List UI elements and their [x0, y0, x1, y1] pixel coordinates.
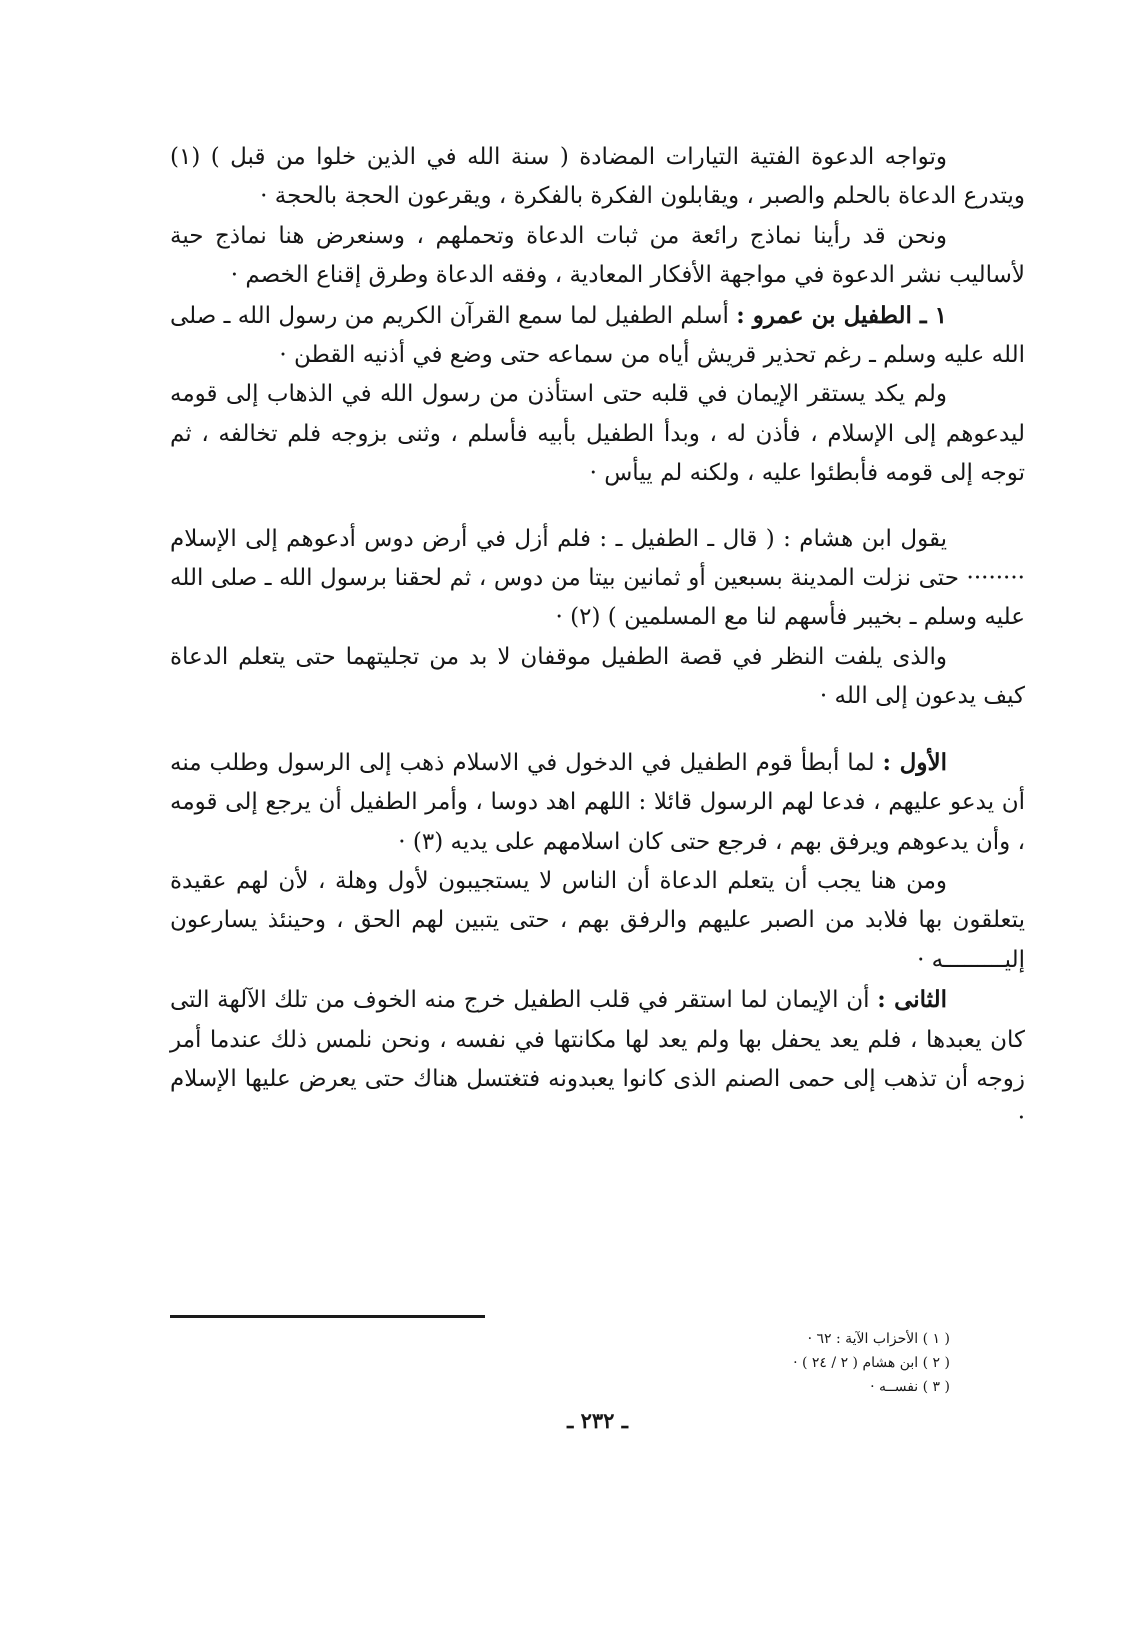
heading-first: الأول : — [882, 748, 947, 776]
heading-tufail-ibn-amr: ١ ـ الطفيل بن عمرو : — [736, 301, 947, 329]
footnotes — [430, 1327, 950, 1399]
footnote-3: ( ٣ ) نفســه · — [870, 1379, 950, 1395]
paragraph-two-positions: والذى يلفت النظر في قصة الطفيل موقفان لا بد من تجليتهما حتى يتعلم الدعاة كيف يدعون إلى الله · — [170, 643, 1025, 710]
paragraph-faith-settled: ولم يكد يستقر الإيمان في قلبه حتى استأذن من رسول الله في الذهاب إلى قومه ليدعوهم إلى الإسلام ، فأذن له ، وبدأ الطفيل بأبيه فأسلم ، وثنى بزوجه فلم تخالفه ، ثم توجه إلى قومه فأبطئوا عليه ، ولكنه لم ييأس · — [170, 381, 1025, 487]
paragraph-models: ونحن قد رأينا نماذج رائعة من ثبات الدعاة وتحملهم ، وسنعرض هنا نماذج حية لأساليب نشر الدعوة في مواجهة الأفكار المعادية ، وفقه الدعاة وطرق إقناع الخصم · — [170, 222, 1025, 289]
paragraph-lesson: ومن هنا يجب أن يتعلم الدعاة أن الناس لا يستجيبون لأول وهلة ، لأن لهم عقيدة يتعلقون بها فلابد من الصبر عليهم والرفق بهم ، حتى يتبين لهم الحق ، وحينئذ يسارعون إليـــــــــه · — [170, 867, 1025, 973]
footnote-divider — [170, 1315, 485, 1318]
paragraph-first-text: لما أبطأ قوم الطفيل في الدخول في الاسلام ذهب إلى الرسول وطلب منه أن يدعو عليهم ، فدعا لهم الرسول قائلا : اللهم اهد دوسا ، وأمر الطفيل أن يرجع إلى قومه ، وأن يدعوهم ويرفق بهم ، فرجع حتى كان اسلامهم على يديه (٣) · — [170, 749, 1025, 855]
book-page — [170, 0, 1025, 1638]
paragraph-second-text: أن الإيمان لما استقر في قلب الطفيل خرج منه الخوف من تلك الآلهة التى كان يعبدها ، فلم يعد يحفل بها ولم يعد لها مكانتها في نفسه ، ونحن نلمس ذلك عندما أمر زوجه أن تذهب إلى حمى الصنم الذى كانوا يعبدونه فتغتسل هناك حتى يعرض عليها الإسلام · — [170, 987, 1025, 1132]
page-number: ـ ٢٣٢ ـ — [567, 1408, 628, 1433]
footnote-2: ( ٢ ) ابن هشام ( ٢ / ٢٤ ) · — [793, 1355, 950, 1371]
heading-second: الثانى : — [877, 986, 947, 1014]
paragraph-second-position — [170, 980, 1025, 1139]
paragraph-tufail-text: أسلم الطفيل لما سمع القرآن الكريم من رسول الله ـ صلى الله عليه وسلم ـ رغم تحذير قريش أياه من سماعه حتى وضع في أذنيه القطن · — [170, 302, 1025, 369]
paragraph-opposition: وتواجه الدعوة الفتية التيارات المضادة ( سنة الله في الذين خلوا من قبل ) (١) ويتدرع الدعاة بالحلم والصبر ، ويقابلون الفكرة بالفكرة ، ويقرعون الحجة بالحجة · — [170, 144, 1025, 210]
footnote-1: ( ١ ) الأحزاب الآية : ٦٢ · — [807, 1331, 950, 1347]
paragraph-first-position — [170, 743, 1025, 862]
body-text — [170, 138, 1025, 1139]
paragraph-ibn-hisham-quote: يقول ابن هشام : ( قال ـ الطفيل ـ : فلم أزل في أرض دوس أدعوهم إلى الإسلام ········ حتى نزلت المدينة بسبعين أو ثمانين بيتا من دوس ، ثم لحقنا برسول الله ـ صلى الله عليه وسلم ـ بخيبر فأسهم لنا مع المسلمين ) (٢) · — [170, 525, 1025, 631]
paragraph-tufail-intro — [170, 296, 1025, 376]
